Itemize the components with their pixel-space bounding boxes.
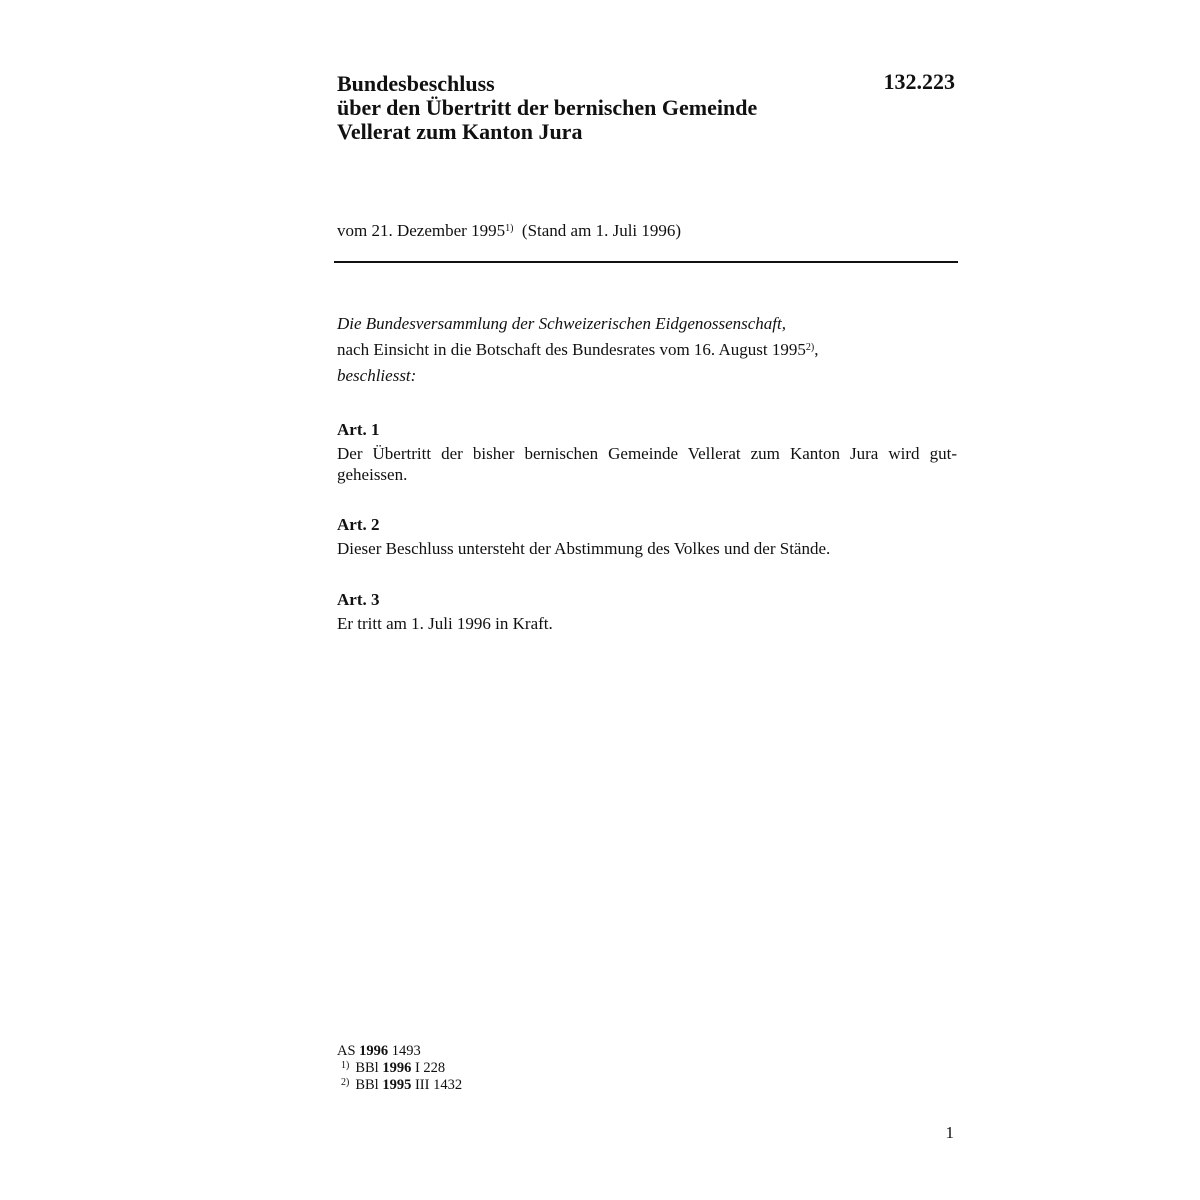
article-2	[337, 512, 957, 559]
page-number: 1	[945, 1123, 954, 1142]
footnote-2-year: 1995	[382, 1077, 412, 1093]
footnote-1-year: 1996	[382, 1060, 412, 1076]
article-2-heading: Art. 2	[337, 515, 380, 534]
official-collection-ref	[337, 1042, 737, 1060]
as-page: 1493	[391, 1043, 421, 1059]
article-3-body: Er tritt am 1. Juli 1996 in Kraft.	[337, 614, 553, 633]
title-line-3: Vellerat zum Kanton Jura	[337, 119, 583, 144]
article-2-body: Dieser Beschluss untersteht der Abstimmung des Volkes und der Stände.	[337, 539, 831, 558]
enactment-date: vom 21. Dezember 1995	[337, 221, 506, 240]
preamble-considering-text: nach Einsicht in die Botschaft des Bundesrates vom 16. August 1995	[337, 340, 806, 359]
article-3-heading: Art. 3	[337, 590, 380, 609]
preamble-considering	[337, 337, 957, 363]
document-number: 132.223	[883, 69, 955, 94]
footnote-1	[337, 1060, 737, 1077]
article-1	[337, 417, 957, 485]
preamble-resolves: beschliesst:	[337, 366, 417, 385]
preamble	[337, 311, 957, 389]
article-1-heading: Art. 1	[337, 420, 380, 439]
footnote-1-marker: 1)	[341, 1060, 350, 1071]
footnote-2-marker: 2)	[341, 1077, 350, 1088]
footnote-2	[337, 1077, 737, 1094]
article-3	[337, 587, 957, 634]
footnote-ref-2[interactable]: 2)	[805, 342, 815, 353]
status-date: (Stand am 1. Juli 1996)	[521, 221, 682, 240]
preamble-authority: Die Bundesversammlung der Schweizerischen Eidgenossenschaft,	[337, 314, 786, 333]
title-line-1: Bundesbeschluss	[337, 71, 495, 96]
footnote-1-prefix: BBl	[355, 1060, 379, 1076]
document-title	[337, 72, 877, 144]
as-prefix: AS	[337, 1043, 356, 1059]
title-line-2: über den Übertritt der bernischen Gemeinde	[337, 95, 758, 120]
as-year: 1996	[359, 1043, 389, 1059]
header-divider	[334, 261, 958, 263]
footnote-2-ref: III 1432	[414, 1077, 463, 1093]
date-line	[337, 220, 681, 242]
footer-references	[337, 1042, 737, 1094]
footnote-2-prefix: BBl	[355, 1077, 379, 1093]
preamble-considering-end: ,	[814, 340, 819, 359]
article-1-body: Der Übertritt der bisher bernischen Gemeinde Vellerat zum Kanton Jura wird gut-geheissen.	[337, 444, 957, 484]
footnote-1-ref: I 228	[414, 1060, 446, 1076]
footnote-ref-1[interactable]: 1)	[505, 223, 514, 234]
